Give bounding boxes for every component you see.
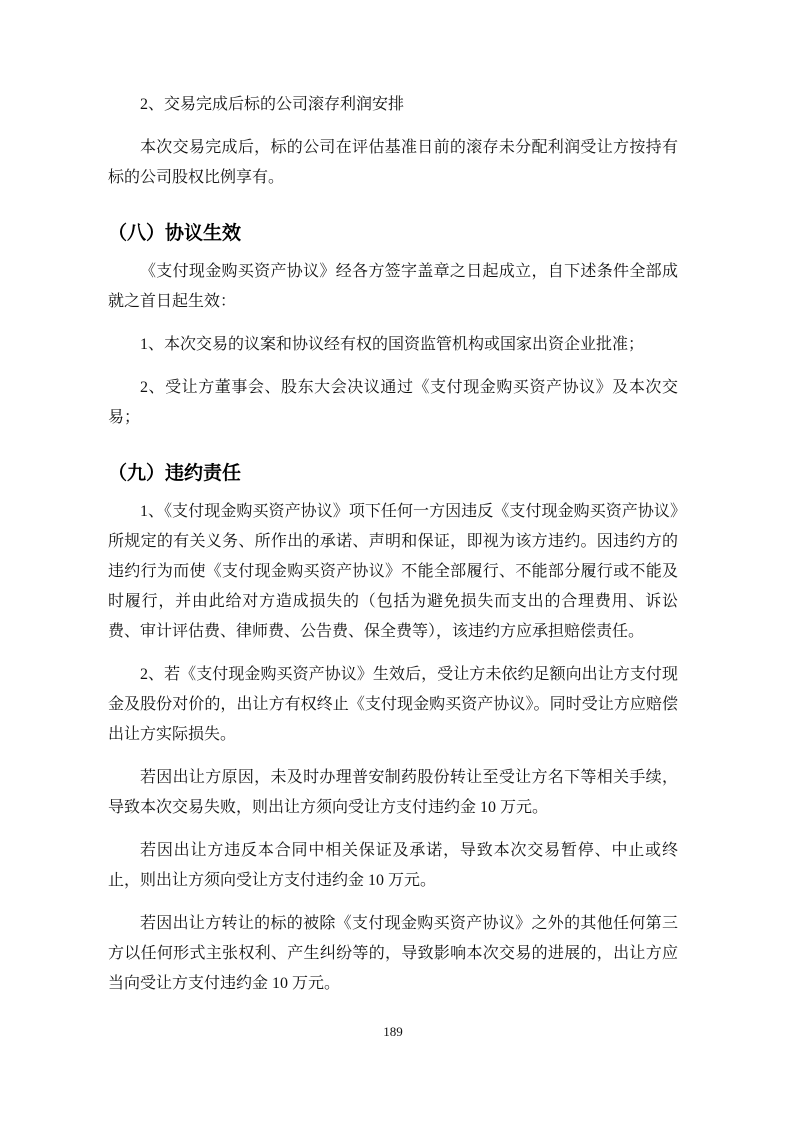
document-paragraph: 1、《支付现金购买资产协议》项下任何一方因违反《支付现金购买资产协议》所规定的有关义务、所作出的承诺、声明和保证，即视为该方违约。因违约方的违约行为而使《支付现金购买资产协议》不能全部履行、不能部分履行或不能及时履行，并由此给对方造成损失的（包括为避免损失而支出的合理费用、诉讼费、审计评估费、律师费、公告费、保全费等），该违约方应承担赔偿责任。: [108, 503, 678, 640]
document-body: [108, 90, 678, 999]
document-paragraph: 本次交易完成后，标的公司在评估基准日前的滚存未分配利润受让方按持有标的公司股权比例享有。: [108, 139, 678, 186]
section-heading: （九）违约责任: [108, 463, 242, 484]
page-number: 189: [383, 1024, 403, 1039]
section-heading: （八）协议生效: [108, 223, 242, 244]
document-paragraph: 若因出让方违反本合同中相关保证及承诺，导致本次交易暂停、中止或终止，则出让方须向受让方支付违约金 10 万元。: [108, 842, 678, 889]
document-paragraph: 1、本次交易的议案和协议经有权的国资监管机构或国家出资企业批准；: [140, 336, 645, 353]
document-paragraph: 2、受让方董事会、股东大会决议通过《支付现金购买资产协议》及本次交易；: [108, 379, 678, 426]
document-paragraph: 若因出让方转让的标的被除《支付现金购买资产协议》之外的其他任何第三方以任何形式主张权利、产生纠纷等的，导致影响本次交易的进展的，出让方应当向受让方支付违约金 10 万元。: [108, 915, 678, 992]
document-paragraph: 2、若《支付现金购买资产协议》生效后，受让方未依约足额向出让方支付现金及股份对价的，出让方有权终止《支付现金购买资产协议》。同时受让方应赔偿出让方实际损失。: [108, 666, 678, 743]
document-paragraph: 《支付现金购买资产协议》经各方签字盖章之日起成立，自下述条件全部成就之首日起生效：: [108, 263, 678, 310]
document-paragraph: 2、交易完成后标的公司滚存利润安排: [140, 96, 405, 113]
document-paragraph: 若因出让方原因，未及时办理普安制药股份转让至受让方名下等相关手续，导致本次交易失败，则出让方须向受让方支付违约金 10 万元。: [108, 769, 678, 816]
